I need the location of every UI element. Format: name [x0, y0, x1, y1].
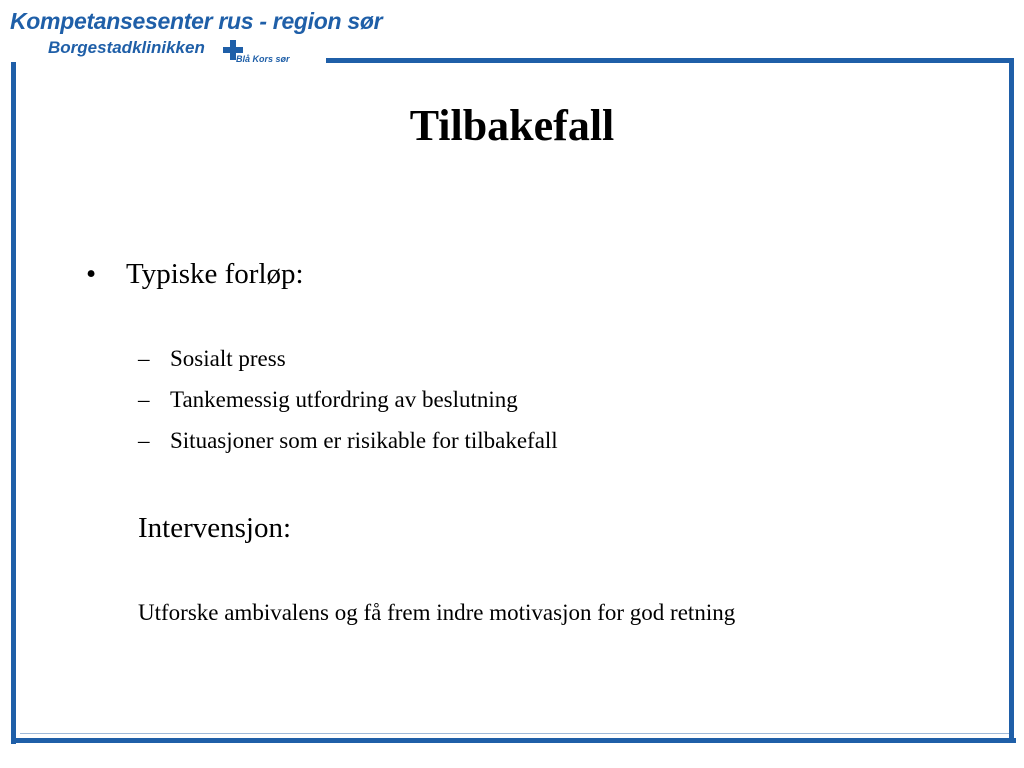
- dash-marker: –: [138, 428, 150, 453]
- intervention-heading: Intervensjon:: [138, 512, 292, 544]
- frame-inner-divider: [20, 733, 1009, 734]
- frame-right-border: [1009, 60, 1014, 743]
- dash-marker: –: [138, 346, 150, 371]
- partner-name: Blå Kors sør: [236, 54, 290, 64]
- sub-item-text: Situasjoner som er risikable for tilbakefall: [170, 428, 558, 453]
- org-name: Kompetansesenter rus - region sør: [10, 8, 383, 34]
- slide-title: Tilbakefall: [409, 101, 615, 150]
- list-item: [138, 428, 558, 469]
- sub-item-text: Tankemessig utfordring av beslutning: [170, 387, 518, 412]
- bullet-marker: •: [86, 258, 97, 290]
- frame-bottom-border: [11, 738, 1016, 743]
- main-bullet: [86, 258, 304, 291]
- sub-item-text: Sosialt press: [170, 346, 286, 371]
- list-item: [138, 387, 558, 428]
- sub-bullet-list: [138, 346, 558, 469]
- main-bullet-text: Typiske forløp:: [126, 258, 304, 290]
- list-item: [138, 346, 558, 387]
- frame-left-border: [11, 62, 16, 744]
- intervention-text: Utforske ambivalens og få frem indre motivasjon for god retning: [138, 600, 736, 625]
- dash-marker: –: [138, 387, 150, 412]
- frame-top-border: [326, 58, 1014, 63]
- clinic-name: Borgestadklinikken: [48, 38, 205, 57]
